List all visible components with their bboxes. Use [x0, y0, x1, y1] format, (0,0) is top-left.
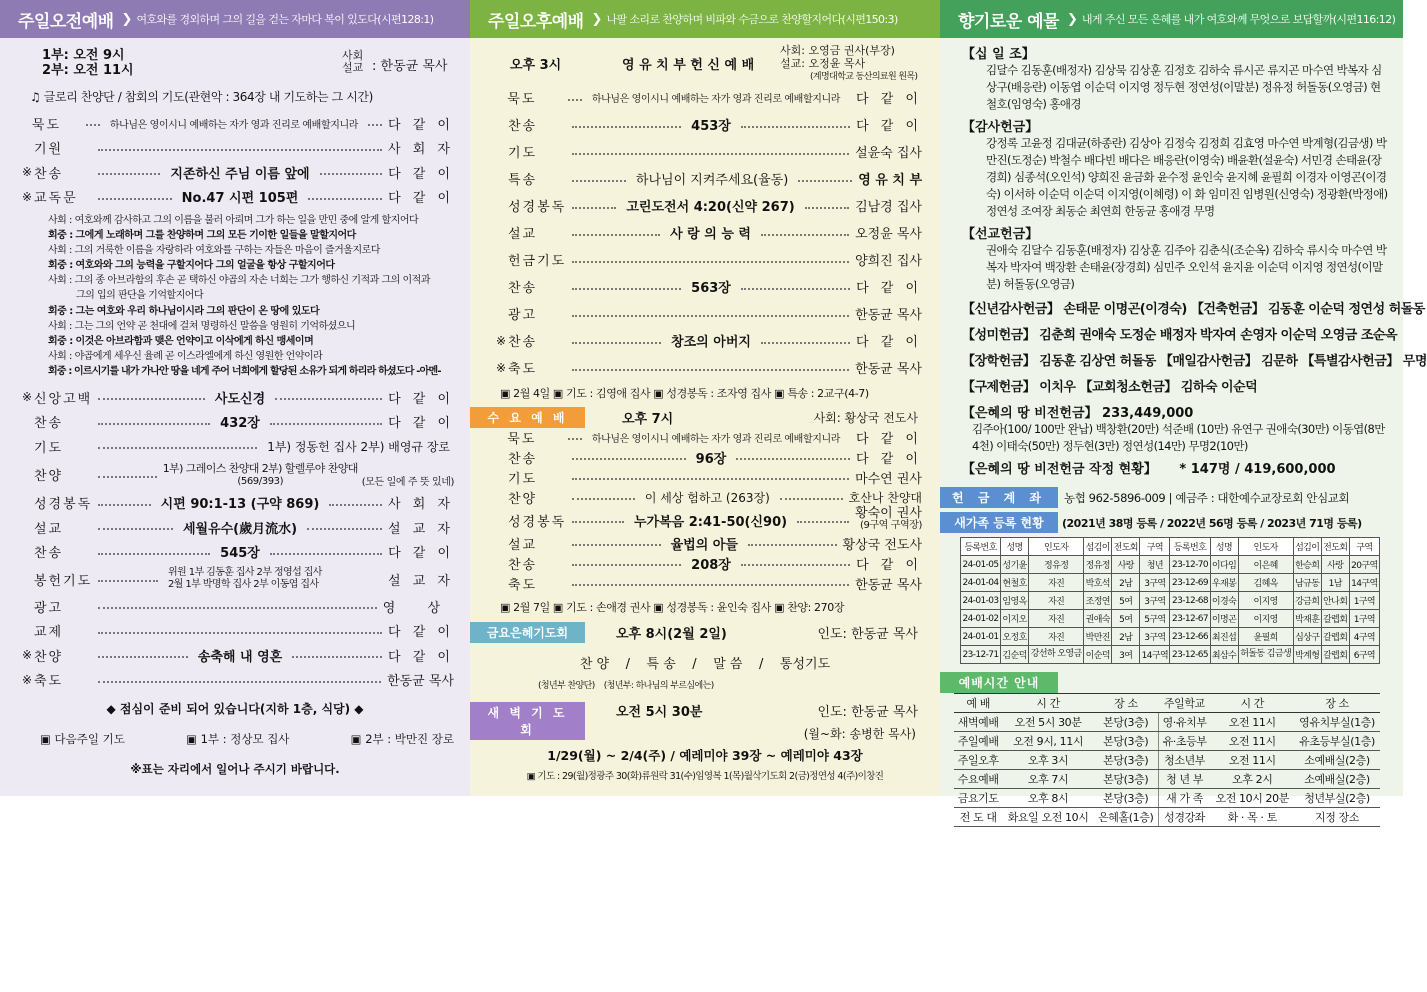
order-row: 기원 사 회 자 [34, 142, 454, 158]
table-cell: 안나회 [1321, 592, 1349, 610]
table-cell: 최삼수 [1210, 646, 1238, 664]
offerings-header [940, 0, 1403, 38]
reading-line: 그의 입의 판단을 기억할지어다 [76, 290, 204, 302]
table-cell: 성기윤 [1001, 556, 1029, 574]
order-row: 찬양 이 세상 험하고 (263장) 호산나 찬양대 [508, 490, 923, 507]
table-cell: 소예배실(2층) [1294, 770, 1380, 789]
order-row: 광고 영 상 [34, 600, 454, 616]
order-row: 교제 다 같 이 [34, 625, 454, 641]
table-cell: 6구역 [1349, 646, 1379, 664]
wednesday-order [470, 427, 940, 593]
order-row: 성경봉독 고린도전서 4:20(신약 267) 김남경 집사 [508, 200, 922, 215]
table-row [961, 574, 1380, 592]
table-cell: 심상구 [1293, 628, 1321, 646]
table-cell: 20구역 [1349, 556, 1379, 574]
wednesday-head: 수 요 예 배 오후 7시 사회: 황상국 전도사 [470, 405, 940, 427]
reading-line: 회중 : 그에게 노래하며 그를 찬양하며 그의 모든 기이한 일들을 말할지어다 [48, 230, 356, 242]
table-cell: 이지영 [1238, 610, 1293, 628]
preacher: : 한동균 목사 [372, 59, 448, 74]
table-cell: 24-01-02 [961, 610, 1001, 628]
table-cell: 오후 7시 [1002, 770, 1093, 789]
table-cell: 임영옥 [1001, 592, 1029, 610]
table-cell: 새 가 족 [1158, 789, 1210, 808]
reading-line: 회중 : 그는 여호와 우리 하나님이시라 그의 판단이 온 땅에 있도다 [48, 305, 320, 317]
table-row [961, 556, 1380, 574]
role-label: 사회 설교 [342, 49, 364, 74]
table-cell: 유초등부실(1층) [1294, 732, 1380, 751]
order-row: 봉헌기도 위원 1부 김동훈 집사 2부 정영섭 집사 2월 1부 박명학 집사 2부 이동엽 집사 설 교 자 [34, 567, 454, 591]
table-cell: 24-01-04 [961, 574, 1001, 592]
table-row [954, 732, 1380, 751]
column-header: 전도회 [1321, 538, 1349, 556]
table-cell: 14구역 [1349, 574, 1379, 592]
table-cell: 주일예배 [954, 732, 1002, 751]
table-cell: 이은혜 [1238, 556, 1293, 574]
afternoon-order [470, 84, 940, 381]
table-cell: 1구역 [1349, 610, 1379, 628]
friday-sub: (청년부 찬양단) (청년부: 하나님의 부르심에는) [538, 681, 714, 691]
order-row: 묵도 하나님은 영이시니 예배하는 자가 영과 진리로 예배할지니라 다 같 이 [507, 92, 922, 107]
afternoon-title: 주일오후예배 [488, 11, 584, 32]
table-cell: 2남 [1112, 628, 1140, 646]
order-row: ※ 축도 한동균 목사 [21, 672, 454, 690]
order-row: 묵도 하나님은 영이시니 예배하는 자가 영과 진리로 예배할지니라 다 같 이 [31, 117, 454, 133]
table-cell: 4구역 [1349, 628, 1379, 646]
column-header: 주일학교 [1158, 694, 1210, 713]
next-week-prayer: ▣ 다음주일 기도 ▣ 1부 : 정상모 집사 ▣ 2부 : 박만진 장로 [40, 732, 454, 747]
offerings-title: 향기로운 예물 [958, 11, 1059, 32]
table-cell: 14구역 [1140, 646, 1170, 664]
table-cell: 2남 [1112, 574, 1140, 592]
table-cell: 본당(3층) [1094, 770, 1158, 789]
table-cell: 24-01-05 [961, 556, 1001, 574]
column-header: 전도회 [1112, 538, 1140, 556]
table-cell: 24-01-01 [961, 628, 1001, 646]
table-cell: 3여 [1112, 646, 1140, 664]
table-cell: 현철호 [1001, 574, 1029, 592]
reading-line: 사회 : 그의 거룩한 이름을 자랑하라 여호와를 구하는 자들은 마음이 즐거울지로다 [48, 245, 380, 257]
order-row: 찬양 1부) 그레이스 찬양대 2부) 할렐루야 찬양대 (569/393) (모든 일에 주 뜻 있네) [34, 461, 454, 489]
order-row: 설교 세월유수(歲月流水) 설 교 자 [34, 521, 454, 537]
order-row: ※ 찬송 지존하신 주님 이름 앞에 다 같 이 [21, 165, 455, 182]
table-cell: 본당(3층) [1094, 751, 1158, 770]
table-cell: 23-12-69 [1170, 574, 1210, 592]
column-header: 예 배 [954, 694, 1002, 713]
table-cell: 정유정 [1029, 556, 1084, 574]
table-cell: 새벽예배 [954, 713, 1002, 732]
column-header: 인도자 [1238, 538, 1293, 556]
table-cell: 오후 8시 [1002, 789, 1093, 808]
reading-line: 회중 : 여호와와 그의 능력을 구할지어다 그의 얼굴을 항상 구할지어다 [48, 260, 335, 272]
table-cell: 오후 3시 [1002, 751, 1093, 770]
table-cell: 자진 [1029, 610, 1084, 628]
dawn-range: 1/29(월) ~ 2/4(주) / 예레미야 39장 ~ 예레미야 43장 [547, 748, 863, 763]
table-cell: 청년부실(2층) [1294, 789, 1380, 808]
table-cell: 23-12-71 [961, 646, 1001, 664]
table-cell: 주일오후 [954, 751, 1002, 770]
order-row: 성경봉독 시편 90:1-13 (구약 869) 사 회 자 [34, 497, 454, 513]
column-header: 시 간 [1210, 694, 1294, 713]
table-cell: 청소년부 [1158, 751, 1210, 770]
table-cell: 이다임 [1210, 556, 1238, 574]
table-cell: 갈렙회 [1321, 646, 1349, 664]
afternoon-subtitle: 나팔 소리로 찬양하며 비파와 수금으로 찬양할지어다(시편150:3) [606, 13, 898, 26]
table-cell: 영·유치부 [1158, 713, 1210, 732]
table-cell: 청년 [1140, 556, 1170, 574]
table-cell: 이지영 [1238, 592, 1293, 610]
order-row: 찬송 563장 다 같 이 [508, 281, 923, 296]
schedule-table [954, 693, 1380, 827]
table-cell: 오후 2시 [1210, 770, 1294, 789]
table-cell: 윤필희 [1238, 628, 1293, 646]
choir-line: ♫ 글로리 찬양단 / 참회의 기도(관현악 : 364장 내 기도하는 그 시간) [30, 90, 373, 104]
morning-subtitle: 여호와를 경외하며 그의 길을 걷는 자마다 복이 있도다(시편128:1) [136, 13, 434, 26]
table-cell: 강금희 [1293, 592, 1321, 610]
table-cell: 화 · 목 · 토 [1210, 808, 1294, 827]
offerings-panel [940, 0, 1427, 824]
dawn-head: 새 벽 기 도 회 오전 5시 30분 인도: 한동균 목사 [470, 699, 940, 725]
table-cell: 23-12-65 [1170, 646, 1210, 664]
order-row: 기도 마수연 권사 [508, 471, 922, 487]
table-row [954, 713, 1380, 732]
order-row: 찬송 453장 다 같 이 [508, 119, 923, 134]
afternoon-service-panel [470, 0, 940, 796]
order-row: 찬송 96장 다 같 이 [508, 451, 922, 467]
table-cell: 이명곤 [1210, 610, 1238, 628]
table-cell: 사랑 [1321, 556, 1349, 574]
column-header: 섬김이 [1084, 538, 1112, 556]
table-cell: 박계형 [1293, 646, 1321, 664]
column-header: 성명 [1001, 538, 1029, 556]
table-cell: 3구역 [1140, 592, 1170, 610]
table-cell: 23-12-70 [1170, 556, 1210, 574]
order-row: 기도 1부) 정동헌 집사 2부) 배영규 장로 [34, 439, 450, 456]
table-cell: 이지오 [1001, 610, 1029, 628]
table-cell: 최진섭 [1210, 628, 1238, 646]
reading-line: 사회 : 그의 종 아브라함의 후손 곧 택하신 야곱의 자손 너희는 그가 행하신 기적과 그의 이적과 [48, 275, 430, 287]
table-cell: 수요예배 [954, 770, 1002, 789]
table-cell: 23-12-67 [1170, 610, 1210, 628]
afternoon-header [470, 0, 940, 38]
reading-line: 사회 : 그는 그의 언약 곧 천대에 걸쳐 명령하신 말씀을 영원히 기억하셨으니 [48, 320, 356, 332]
chevron-right-icon: ❯ [1066, 11, 1078, 27]
column-header: 구역 [1349, 538, 1379, 556]
friday-head: 금요은혜기도회 오후 8시(2월 2일) 인도: 한동균 목사 [470, 619, 940, 645]
account-row: 헌 금 계 좌 농협 962-5896-009 | 예금주 : 대한예수교장로회 안심교회 [940, 487, 1403, 508]
reading-line: 사회 : 야곱에게 세우신 율례 곧 이스라엘에게 하신 영원한 언약이라 [48, 350, 323, 362]
event-title: 영 유 치 부 헌 신 예 배 [622, 58, 755, 73]
table-cell: 오전 10시 20분 [1210, 789, 1294, 808]
offerings-subtitle: 내게 주신 모든 은혜를 내가 여호와께 무엇으로 보답할까(시편116:12) [1081, 13, 1396, 26]
column-header: 장 소 [1094, 694, 1158, 713]
table-cell: 사랑 [1112, 556, 1140, 574]
order-row: 찬송 208장 다 같 이 [508, 557, 923, 573]
table-row [961, 628, 1380, 646]
table-cell: 본당(3층) [1094, 732, 1158, 751]
table-cell: 오전 5시 30분 [1002, 713, 1093, 732]
column-header: 장 소 [1294, 694, 1380, 713]
order-part-2 [0, 379, 470, 692]
table-cell: 한승희 [1293, 556, 1321, 574]
order-row: 설교 율법의 아들 황상국 전도사 [508, 537, 922, 553]
table-cell: 허돌동 김금생 [1238, 646, 1293, 664]
registration-table [960, 537, 1380, 664]
column-header: 섬김이 [1293, 538, 1321, 556]
offerings-list: 【십 일 조】 김달수 김동훈(배정자) 김상묵 김상훈 김정호 김하숙 류시곤 류지곤 마수연 박복자 심상구(배응란) 이동엽 이순덕 이지영 정두현 정연성(이말분) 정유정 허돌동(오영금) 현철호(임영숙) 홍애경 【감사헌금】 강정록 고윤정 김대균(하종란) 김상아 김정숙 김정희 김효영 마수연 박계형(김금생) 박만진(도정순) 박철수 배다빈 배다은 배응란(이영숙) 배윤환(설윤숙) 서민경 손태윤(장경희) 심종석(오인석) 양희진 윤금화 윤수정 윤인숙 윤지혜 윤필희 이경자 이영곤(이경숙) 이서하 이순덕 이순덕 이지영(이혜령) 이 화 임미진 임병원(신영숙) 정광환(박정애) 정연성 조여장 최동순 최연희 한동균 홍애경 무명 【선교헌금】 권애숙 김달수 김동훈(배정자) 김상훈 김주아 김춘식(조순옥) 김하숙 류시숙 마수연 박복자 박자여 백장환 손태윤(장경희) 심민주 오인석 윤지윤 이순덕 이지영 정연성(이말분) 허돌동(오영금) 【신년감사헌금】 손태문 이명곤(이경숙) 【건축헌금】 김동훈 이순덕 정연성 허돌동 【성미헌금】 김춘희 권애숙 도정순 배정자 박자여 손영자 이순덕 오영금 조순옥 【장학헌금】 김동훈 김상연 허돌동 【매일감사헌금】 김문하 【특별감사헌금】 무명 【구제헌금】 이치우 【교회청소헌금】 김하숙 이순덕 【은혜의 땅 비전헌금】 233,449,000 김주아(100/ 100만 완납) 백창환(20만) 석준배 (10만) 유연구 권애숙(30만) 이동엽(8만4천) 이태숙(50만) 정두현(3만) 정연성(14만) 무명2(10만) 【은혜의 땅 비전헌금 작정 현황】 * 147명 / 419,600,000 [962, 47, 1427, 477]
table-cell: 3구역 [1140, 574, 1170, 592]
order-part-1 [0, 111, 470, 209]
table-cell: 23-12-68 [1170, 592, 1210, 610]
order-row: ※ 신앙고백 사도신경 다 같 이 [21, 390, 455, 407]
registration-row: 새가족 등록 현황 (2021년 38명 등록 / 2022년 56명 등록 / 2023년 71명 등록) [940, 512, 1403, 533]
order-row: 찬송 545장 다 같 이 [34, 546, 455, 562]
reading-line: 회중 : 이것은 아브라함과 맺은 언약이고 이삭에게 하신 맹세이며 [48, 335, 314, 347]
table-cell: 박만진 [1084, 628, 1112, 646]
table-cell: 본당(3층) [1094, 789, 1158, 808]
chevron-right-icon: ❯ [591, 11, 603, 27]
table-cell: 영유치부실(1층) [1294, 713, 1380, 732]
table-cell: 금요기도 [954, 789, 1002, 808]
reading-line: 회중 : 이르시기를 내가 가나안 땅을 네게 주어 너희에게 할당된 소유가 되게 하리라 하셨도다 -아멘- [48, 365, 441, 377]
order-row: ※ 찬송 창조의 아버지 다 같 이 [495, 333, 922, 350]
column-header: 시 간 [1002, 694, 1093, 713]
music-note-icon: ♫ [30, 90, 41, 104]
order-row: 묵도 하나님은 영이시니 예배하는 자가 영과 진리로 예배할지니라 다 같 이 [507, 431, 922, 447]
table-row [954, 808, 1380, 827]
table-cell: 청 년 부 [1158, 770, 1210, 789]
table-cell: 성경강좌 [1158, 808, 1210, 827]
order-row: 축도 한동균 목사 [508, 577, 922, 593]
table-row [961, 610, 1380, 628]
table-cell: 유·초등부 [1158, 732, 1210, 751]
dawn-lead-2: (월~화: 송병한 목사) [803, 727, 916, 741]
dawn-note: ▣ 기도 : 29(월)정광주 30(화)류원락 31(수)임영복 1(목)월삭기도회 2(금)정연성 4(주)이창진 [526, 771, 884, 782]
order-row: 헌금기도 양희진 집사 [508, 254, 922, 269]
table-row [954, 789, 1380, 808]
order-row: 기도 설윤숙 집사 [508, 146, 922, 161]
column-header: 등록번호 [1170, 538, 1210, 556]
table-cell: 화요일 오전 10시 [1002, 808, 1093, 827]
column-header: 인도자 [1029, 538, 1084, 556]
column-header: 성명 [1210, 538, 1238, 556]
table-cell: 은혜홀(1층) [1094, 808, 1158, 827]
table-row [954, 770, 1380, 789]
table-cell: 오전 11시 [1210, 713, 1294, 732]
table-cell: 갈렙회 [1321, 610, 1349, 628]
table-cell: 전 도 대 [954, 808, 1002, 827]
table-cell: 오정호 [1001, 628, 1029, 646]
table-cell: 3구역 [1140, 628, 1170, 646]
table-row [961, 592, 1380, 610]
chevron-right-icon: ❯ [121, 11, 133, 27]
table-cell: 김순덕 [1001, 646, 1029, 664]
order-row: 광고 한동균 목사 [508, 308, 922, 323]
table-cell: 권애숙 [1084, 610, 1112, 628]
table-cell: 갈렙회 [1321, 628, 1349, 646]
responsive-reading [0, 213, 470, 379]
morning-times [0, 38, 470, 82]
morning-header [0, 0, 470, 38]
order-row: 특송 하나님이 지켜주세요(율동) 영 유 치 부 [508, 173, 923, 188]
table-cell: 5여 [1112, 592, 1140, 610]
lunch-notice: ◆ 점심이 준비 되어 있습니다(지하 1층, 식당) ◆ [106, 702, 364, 717]
table-cell: 지정 장소 [1294, 808, 1380, 827]
table-cell: 자진 [1029, 574, 1084, 592]
column-header: 등록번호 [961, 538, 1001, 556]
schedule-tag-row: 예배시간 안내 [940, 672, 1403, 693]
table-cell: 정유정 [1084, 556, 1112, 574]
table-cell: 자진 [1029, 592, 1084, 610]
morning-service-panel [0, 0, 470, 796]
table-cell: 5구역 [1140, 610, 1170, 628]
afternoon-note: ▣ 2월 4일 ▣ 기도 : 김영애 집사 ▣ 성경봉독 : 조자영 집사 ▣ 특송 : 2교구(4-7) [500, 387, 869, 400]
time-1: 1부: 오전 9시 [42, 48, 125, 63]
table-row [954, 751, 1380, 770]
table-cell: 24-01-03 [961, 592, 1001, 610]
order-row: ※ 찬양 송축해 내 영혼 다 같 이 [21, 648, 454, 665]
table-cell: 23-12-66 [1170, 628, 1210, 646]
table-cell: 1남 [1321, 574, 1349, 592]
table-cell: 우재봉 [1210, 574, 1238, 592]
order-row: ※ 교독문 No.47 시편 105편 다 같 이 [21, 189, 455, 207]
table-cell: 오전 11시 [1210, 732, 1294, 751]
table-cell: 소예배실(2층) [1294, 751, 1380, 770]
table-cell: 박재훈 [1293, 610, 1321, 628]
time-2: 2부: 오전 11시 [42, 63, 134, 78]
table-cell: 오전 9시, 11시 [1002, 732, 1093, 751]
morning-title: 주일오전예배 [18, 11, 114, 32]
order-row: ※ 축도 한동균 목사 [495, 360, 922, 377]
table-cell: 1구역 [1349, 592, 1379, 610]
wednesday-note: ▣ 2월 7일 ▣ 기도 : 손애경 권사 ▣ 성경봉독 : 윤인숙 집사 ▣ 찬양: 270장 [500, 601, 845, 614]
table-cell: 조정연 [1084, 592, 1112, 610]
table-cell: 김혜옥 [1238, 574, 1293, 592]
table-cell: 이경숙 [1210, 592, 1238, 610]
table-cell: 박호석 [1084, 574, 1112, 592]
order-row: 성경봉독 누가복음 2:41-50(신90) 황숙이 권사 (9구역 구역장) [508, 506, 922, 531]
table-cell: 자진 [1029, 628, 1084, 646]
table-header-row [961, 538, 1380, 556]
reading-line: 사회 : 여호와께 감사하고 그의 이름을 불러 아뢰며 그가 하는 일을 만민 중에 알게 할지어다 [48, 215, 419, 226]
stand-notice: ※표는 자리에서 일어나 주시기 바랍니다. [130, 762, 340, 777]
order-row: 설교 사 랑 의 능 력 오정윤 목사 [508, 227, 922, 242]
table-row [961, 646, 1380, 664]
table-cell: 본당(3층) [1094, 713, 1158, 732]
order-row: 찬송 432장 다 같 이 [34, 416, 455, 432]
table-cell: 오전 11시 [1210, 751, 1294, 770]
friday-items: 찬 양 / 특 송 / 말 씀 / 통성기도 [579, 657, 831, 672]
table-cell: 남규동 [1293, 574, 1321, 592]
table-cell: 이순덕 [1084, 646, 1112, 664]
table-cell: 5여 [1112, 610, 1140, 628]
table-header-row [954, 694, 1380, 713]
column-header: 구역 [1140, 538, 1170, 556]
afternoon-info: 오후 3시 영 유 치 부 헌 신 예 배 사회: 오영금 권사(부장) 설교: 오정윤 목사 (계명대학교 동산의료원 원목) [510, 44, 918, 82]
table-cell: 강선하 오영금 [1029, 646, 1084, 664]
